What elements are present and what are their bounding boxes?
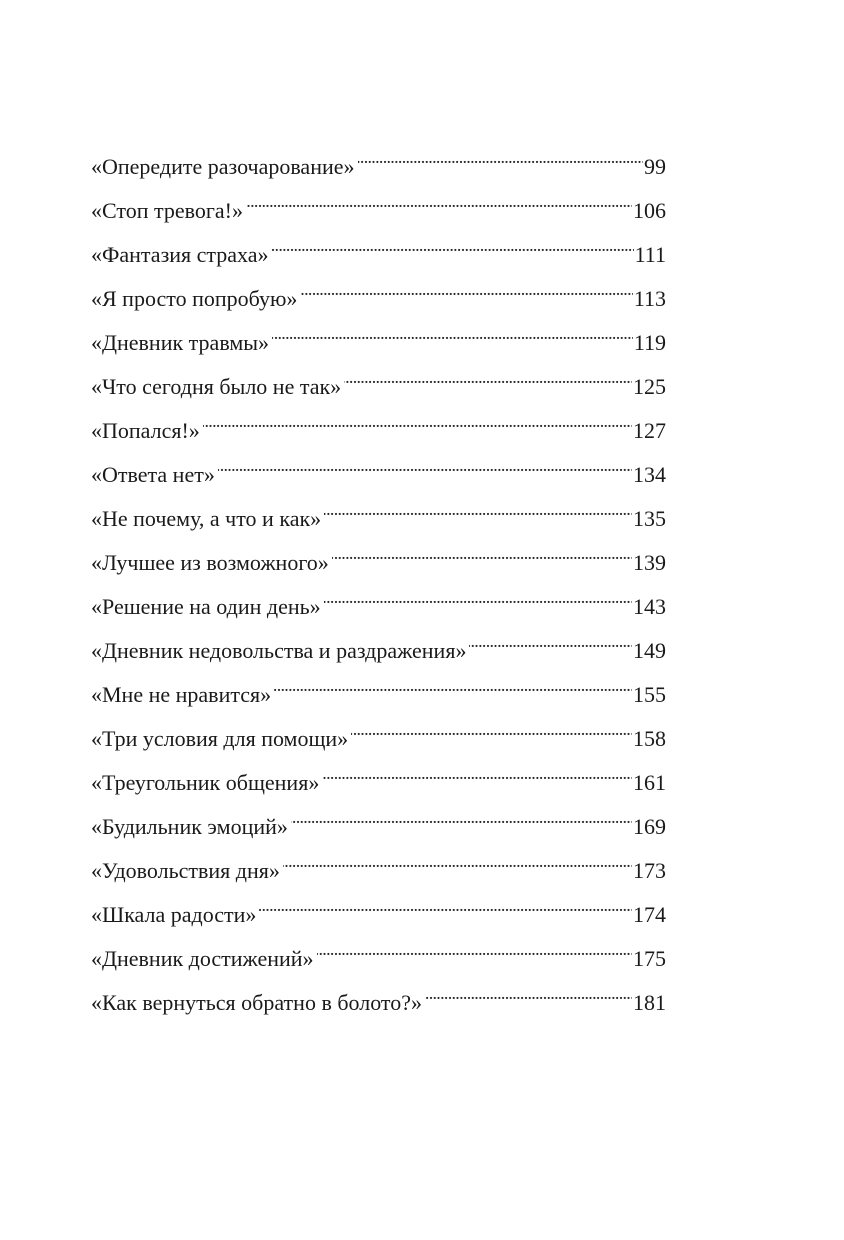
toc-entry-page: 181 xyxy=(633,990,666,1015)
toc-entry-page: 135 xyxy=(633,506,666,531)
toc-entry-page: 139 xyxy=(633,550,666,575)
toc-entry xyxy=(91,844,666,888)
toc-dot-leader xyxy=(322,756,632,790)
toc-entry xyxy=(91,140,666,184)
toc-dot-leader xyxy=(274,668,632,702)
toc-entry-title: «Опередите разочарование» xyxy=(91,154,355,179)
toc-entry-page: 113 xyxy=(633,286,666,311)
toc-entry-title: «Треугольник общения» xyxy=(91,770,320,795)
toc-dot-leader xyxy=(259,888,632,922)
toc-dot-leader xyxy=(469,624,632,658)
toc-entry-page: 149 xyxy=(633,638,666,663)
toc-entry-page: 155 xyxy=(633,682,666,707)
toc-entry xyxy=(91,624,666,668)
toc-dot-leader xyxy=(246,184,632,218)
toc-dot-leader xyxy=(272,316,633,350)
toc-entry-title: «Ответа нет» xyxy=(91,462,215,487)
toc-entry-title: «Попался!» xyxy=(91,418,200,443)
toc-dot-leader xyxy=(344,360,632,394)
toc-dot-leader xyxy=(283,844,632,878)
toc-entry-title: «Мне не нравится» xyxy=(91,682,272,707)
toc-dot-leader xyxy=(324,492,632,526)
toc-entry-title: «Будильник эмоций» xyxy=(91,814,288,839)
toc-dot-leader xyxy=(272,228,634,262)
toc-entry-title: «Я просто попробую» xyxy=(91,286,298,311)
toc-entry-page: 99 xyxy=(644,154,666,179)
table-of-contents xyxy=(91,140,666,1020)
toc-entry-page: 125 xyxy=(633,374,666,399)
toc-entry-title: «Дневник травмы» xyxy=(91,330,270,355)
toc-entry xyxy=(91,580,666,624)
toc-dot-leader xyxy=(324,580,632,614)
toc-dot-leader xyxy=(425,976,632,1010)
toc-dot-leader xyxy=(300,272,632,306)
toc-entry-page: 173 xyxy=(633,858,666,883)
toc-dot-leader xyxy=(291,800,632,834)
toc-entry-title: «Лучшее из возможного» xyxy=(91,550,329,575)
toc-entry-title: «Фантазия страха» xyxy=(91,242,269,267)
toc-entry-page: 158 xyxy=(633,726,666,751)
toc-entry-title: «Шкала радости» xyxy=(91,902,257,927)
toc-dot-leader xyxy=(351,712,632,746)
toc-entry-page: 134 xyxy=(633,462,666,487)
toc-entry xyxy=(91,888,666,932)
toc-entry-page: 106 xyxy=(633,198,666,223)
toc-entry-page: 143 xyxy=(633,594,666,619)
toc-entry-title: «Стоп тревога!» xyxy=(91,198,243,223)
toc-entry xyxy=(91,932,666,976)
toc-entry xyxy=(91,448,666,492)
toc-entry xyxy=(91,360,666,404)
toc-entry-title: «Дневник недовольства и раздражения» xyxy=(91,638,467,663)
toc-dot-leader xyxy=(218,448,632,482)
toc-dot-leader xyxy=(358,140,643,174)
toc-entry-page: 175 xyxy=(633,946,666,971)
toc-entry xyxy=(91,316,666,360)
toc-dot-leader xyxy=(203,404,632,438)
toc-entry xyxy=(91,712,666,756)
toc-entry-page: 174 xyxy=(633,902,666,927)
toc-entry xyxy=(91,184,666,228)
toc-entry xyxy=(91,668,666,712)
toc-entry xyxy=(91,228,666,272)
toc-entry-page: 119 xyxy=(633,330,666,355)
toc-entry xyxy=(91,756,666,800)
toc-entry xyxy=(91,536,666,580)
toc-entry-page: 127 xyxy=(633,418,666,443)
toc-entry-page: 111 xyxy=(634,242,666,267)
toc-entry-title: «Как вернуться обратно в болото?» xyxy=(91,990,423,1015)
toc-entry-title: «Удовольствия дня» xyxy=(91,858,280,883)
toc-entry xyxy=(91,404,666,448)
toc-entry-title: «Дневник достижений» xyxy=(91,946,314,971)
toc-entry xyxy=(91,272,666,316)
toc-entry-title: «Что сегодня было не так» xyxy=(91,374,342,399)
toc-entry-page: 161 xyxy=(633,770,666,795)
toc-dot-leader xyxy=(332,536,632,570)
toc-entry-title: «Три условия для помощи» xyxy=(91,726,349,751)
toc-entry-title: «Решение на один день» xyxy=(91,594,321,619)
toc-entry xyxy=(91,492,666,536)
toc-dot-leader xyxy=(317,932,632,966)
toc-entry-title: «Не почему, а что и как» xyxy=(91,506,322,531)
toc-entry xyxy=(91,800,666,844)
toc-entry-page: 169 xyxy=(633,814,666,839)
toc-entry xyxy=(91,976,666,1020)
